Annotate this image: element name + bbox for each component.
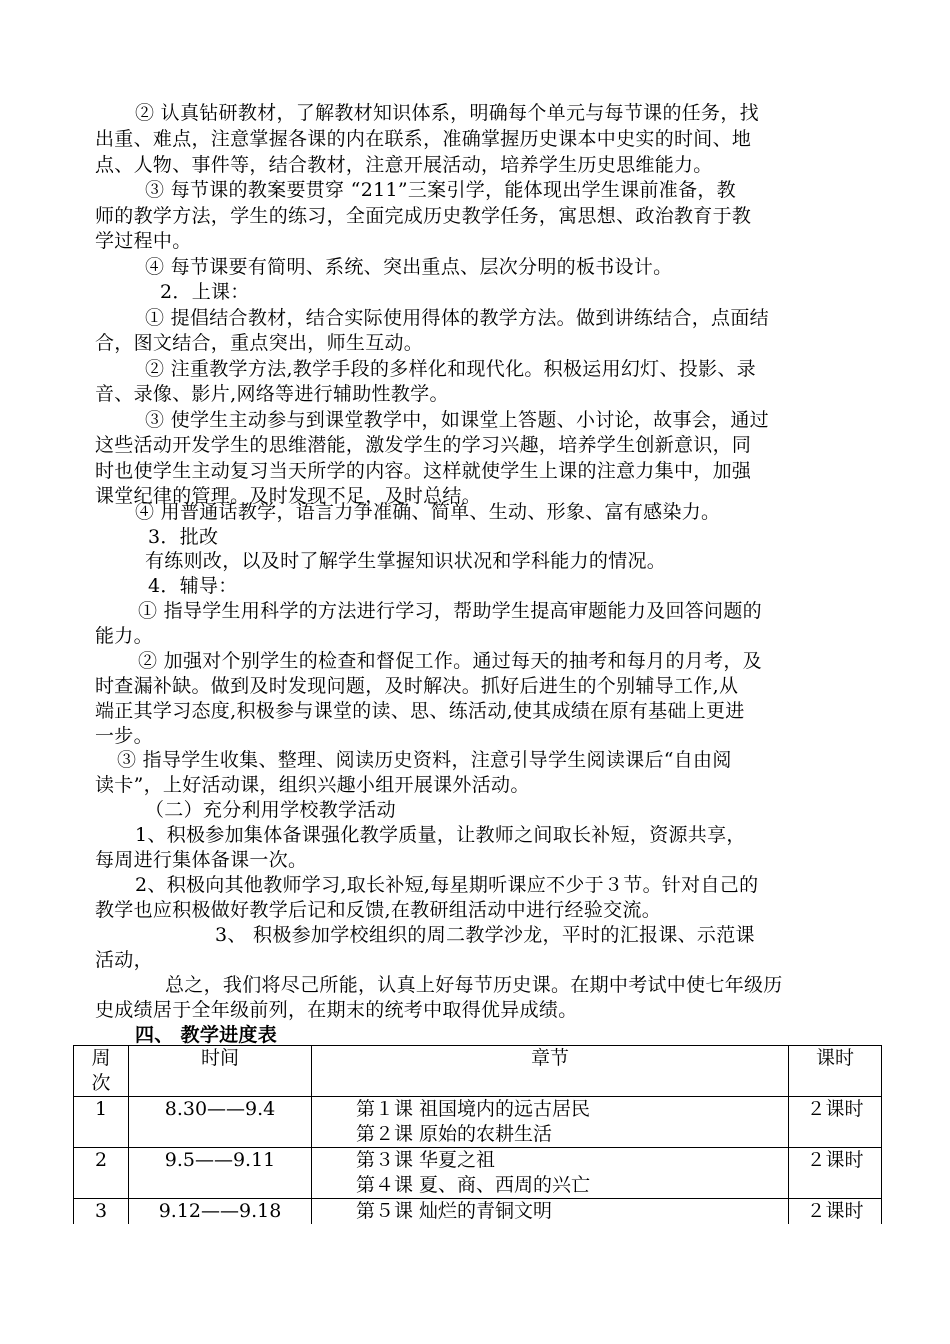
cell-chapter: 第５课 灿烂的青铜文明 — [312, 1199, 789, 1225]
cell-hours: ２课时 — [789, 1097, 882, 1148]
text-line: ④ 每节课要有简明、系统、突出重点、层次分明的板书设计。 — [145, 256, 673, 278]
table-row — [74, 1148, 882, 1199]
text-line: 有练则改，以及时了解学生掌握知识状况和学科能力的情况。 — [145, 550, 667, 572]
text-line: 时也使学生主动复习当天所学的内容。这样就使学生上课的注意力集中，加强 — [95, 460, 752, 482]
text-line: ② 认真钻研教材，了解教材知识体系，明确每个单元与每节课的任务，找 — [135, 102, 759, 124]
text-line: 出重、难点，注意掌握各课的内在联系，准确掌握历史课本中史实的时间、地 — [95, 128, 752, 150]
cell-hours: ２课时 — [789, 1148, 882, 1199]
text-line: 课堂纪律的管理。及时发现不足，及时总结。 — [95, 485, 482, 507]
text-line: 1、积极参加集体备课强化教学质量，让教师之间取长补短，资源共享， — [135, 824, 746, 846]
text-line: 3、 积极参加学校组织的周二教学沙龙，平时的汇报课、示范课 — [215, 924, 755, 946]
text-line: 端正其学习态度,积极参与课堂的读、思、练活动,使其成绩在原有基础上更进 — [95, 700, 745, 722]
cell-week: 3 — [74, 1199, 129, 1225]
text-line: ③ 每节课的教案要贯穿 “211”三案引学，能体现出学生课前准备，教 — [145, 179, 736, 201]
cell-hours: ２课时 — [789, 1199, 882, 1225]
text-line: 音、录像、影片,网络等进行辅助性教学。 — [95, 383, 449, 405]
text-line: 师的教学方法，学生的练习，全面完成历史教学任务，寓思想、政治教育于教 — [95, 205, 752, 227]
cell-time: 8.30——9.4 — [129, 1097, 312, 1148]
text-line: ③ 指导学生收集、整理、阅读历史资料，注意引导学生阅读课后“自由阅 — [117, 749, 732, 771]
text-line: ① 指导学生用科学的方法进行学习，帮助学生提高审题能力及回答问题的 — [138, 600, 762, 622]
text-line: ② 注重教学方法,教学手段的多样化和现代化。积极运用幻灯、投影、录 — [145, 358, 756, 380]
text-line: ② 加强对个别学生的检查和督促工作。通过每天的抽考和每月的月考，及 — [138, 650, 762, 672]
section-heading: 四、 教学进度表 — [135, 1024, 278, 1046]
table-row — [74, 1199, 882, 1225]
header-chapter: 章节 — [312, 1046, 789, 1097]
text-line: 总之，我们将尽己所能，认真上好每节历史课。在期中考试中使七年级历 — [165, 974, 783, 996]
header-week: 周 次 — [74, 1046, 129, 1097]
text-line: ① 提倡结合教材，结合实际使用得体的教学方法。做到讲练结合，点面结 — [145, 307, 769, 329]
header-time: 时间 — [129, 1046, 312, 1097]
cell-chapter: 第１课 祖国境内的远古居民 第２课 原始的农耕生活 — [312, 1097, 789, 1148]
cell-time: 9.12——9.18 — [129, 1199, 312, 1225]
text-line: 3．批改 — [148, 526, 219, 548]
table-row — [74, 1097, 882, 1148]
text-line: 点、人物、事件等，结合教材，注意开展活动，培养学生历史思维能力。 — [95, 154, 713, 176]
text-line: ④ 用普通话教学，语言力争准确、简单、生动、形象、富有感染力。 — [135, 501, 721, 523]
text-line: 活动， — [95, 949, 153, 971]
text-line: 史成绩居于全年级前列，在期末的统考中取得优异成绩。 — [95, 999, 578, 1021]
text-line: 学过程中。 — [95, 230, 192, 252]
text-line: 读卡”，上好活动课，组织兴趣小组开展课外活动。 — [95, 774, 530, 796]
text-line: ③ 使学生主动参与到课堂教学中，如课堂上答题、小讨论，故事会，通过 — [145, 409, 769, 431]
schedule-table — [73, 1045, 882, 1224]
cell-time: 9.5——9.11 — [129, 1148, 312, 1199]
text-line: 2．上课： — [160, 281, 250, 303]
text-line: 这些活动开发学生的思维潜能，激发学生的学习兴趣，培养学生创新意识，同 — [95, 434, 752, 456]
cell-week: 2 — [74, 1148, 129, 1199]
text-line: 教学也应积极做好教学后记和反馈,在教研组活动中进行经验交流。 — [95, 899, 662, 921]
header-hours: 课时 — [789, 1046, 882, 1097]
text-line: 合，图文结合，重点突出，师生互动。 — [95, 332, 424, 354]
text-line: 每周进行集体备课一次。 — [95, 849, 308, 871]
table-header-row — [74, 1046, 882, 1097]
text-line: 能力。 — [95, 625, 153, 647]
text-line: 时查漏补缺。做到及时发现问题，及时解决。抓好后进生的个别辅导工作,从 — [95, 675, 739, 697]
text-line: （二）充分利用学校教学活动 — [145, 799, 396, 821]
text-line: 4．辅导： — [148, 575, 238, 597]
text-line: 一步。 — [95, 725, 153, 747]
text-line: 2、积极向其他教师学习,取长补短,每星期听课应不少于３节。针对自己的 — [135, 874, 759, 896]
cell-week: 1 — [74, 1097, 129, 1148]
cell-chapter: 第３课 华夏之祖 第４课 夏、商、西周的兴亡 — [312, 1148, 789, 1199]
